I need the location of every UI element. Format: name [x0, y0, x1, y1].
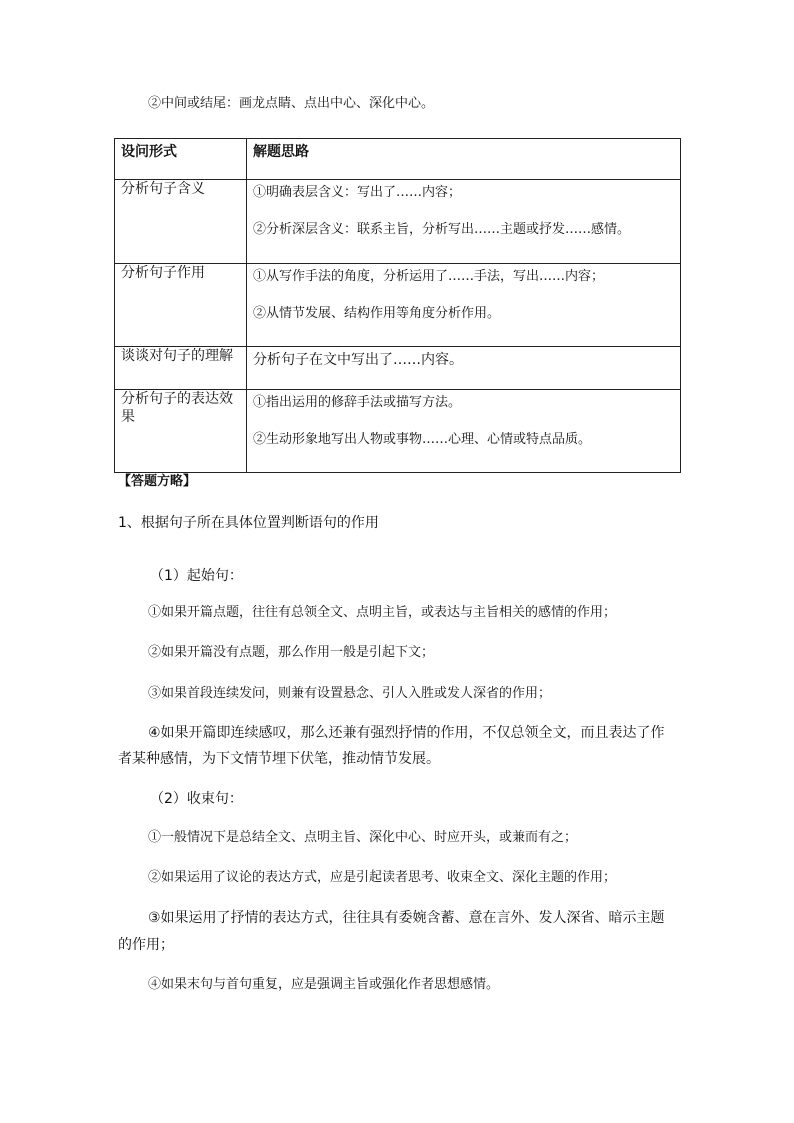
question-form-cell: 分析句子含义 — [115, 180, 247, 264]
solution-cell — [247, 180, 681, 264]
solution-item: ①指出运用的修辞手法或描写方法。 — [253, 395, 462, 410]
table-header-row — [115, 139, 681, 180]
solution-item: ②生动形象地写出人物或事物……心理、心情或特点品质。 — [253, 432, 592, 447]
closing-item-3-line2: 的作用； — [118, 937, 174, 953]
closing-item-1: ①一般情况下是总结全文、点明主旨、深化中心、时应开头，或兼而有之； — [148, 830, 578, 845]
question-form-cell: 分析句子作用 — [115, 264, 247, 347]
point-1-heading: 1、根据句子所在具体位置判断语句的作用 — [118, 515, 379, 531]
closing-sentence-title: （2）收束句： — [150, 791, 243, 807]
solution-item: ①从写作手法的角度，分析运用了……手法，写出……内容； — [253, 269, 605, 284]
question-form-cell: 分析句子的表达效果 — [115, 390, 247, 473]
solution-cell — [247, 390, 681, 473]
solution-item: ②从情节发展、结构作用等角度分析作用。 — [253, 306, 501, 321]
question-form-cell: 谈谈对句子的理解 — [115, 347, 247, 390]
header-question-form: 设问形式 — [115, 139, 247, 180]
section-title: 【答题方略】 — [118, 474, 197, 489]
intro-line: ②中间或结尾：画龙点睛、点出中心、深化中心。 — [148, 96, 435, 111]
solution-item: 分析句子在文中写出了……内容。 — [253, 352, 463, 368]
table-row — [115, 264, 681, 347]
table-row — [115, 180, 681, 264]
header-solution-ideas: 解题思路 — [247, 139, 681, 180]
solution-cell — [247, 347, 681, 390]
opening-item-1: ①如果开篇点题，往往有总领全文、点明主旨，或表达与主旨相关的感情的作用； — [148, 605, 617, 620]
opening-item-4-line2: 者某种感情，为下文情节埋下伏笔，推动情节发展。 — [118, 751, 440, 767]
closing-item-3-line1: ③如果运用了抒情的表达方式，往往具有委婉含蓄、意在言外、发人深省、暗示主题 — [148, 910, 665, 926]
answer-method-table — [114, 138, 681, 473]
table-row — [115, 347, 681, 390]
solution-cell — [247, 264, 681, 347]
opening-sentence-title: （1）起始句： — [150, 568, 243, 584]
closing-item-2: ②如果运用了议论的表达方式，应是引起读者思考、收束全文、深化主题的作用； — [148, 870, 617, 885]
opening-item-2: ②如果开篇没有点题，那么作用一般是引起下文； — [148, 645, 435, 660]
closing-item-4: ④如果末句与首句重复，应是强调主旨或强化作者思想感情。 — [148, 977, 500, 992]
solution-item: ①明确表层含义：写出了……内容； — [253, 185, 462, 200]
solution-item: ②分析深层含义：联系主旨，分析写出……主题或抒发……感情。 — [253, 222, 631, 237]
opening-item-4-line1: ④如果开篇即连续感叹，那么还兼有强烈抒情的作用，不仅总领全文，而且表达了作 — [148, 725, 665, 741]
opening-item-3: ③如果首段连续发问，则兼有设置悬念、引人入胜或发人深省的作用； — [148, 686, 552, 701]
table-row — [115, 390, 681, 473]
